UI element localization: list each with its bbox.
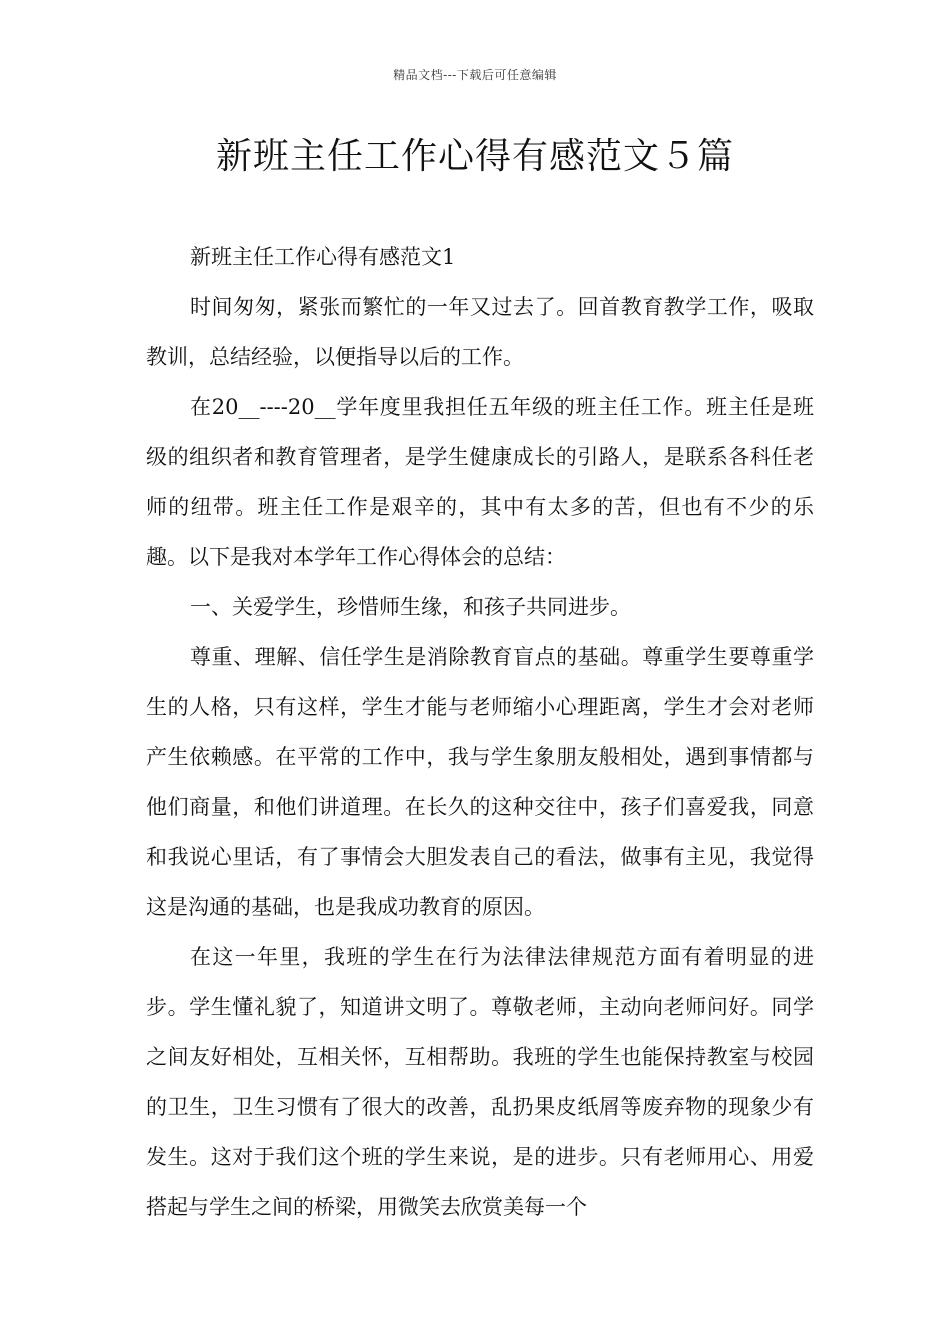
paragraph: 时间匆匆，紧张而繁忙的一年又过去了。回首教育教学工作，吸取教训，总结经验，以便指导以后的工作。 xyxy=(146,295,814,369)
subsection-heading: 一、关爱学生，珍惜师生缘，和孩子共同进步。 xyxy=(190,595,631,619)
page-header: 精品文档---下载后可任意编辑 xyxy=(393,68,557,82)
document-title: 新班主任工作心得有感范文５篇 xyxy=(215,136,734,177)
document-body xyxy=(146,232,814,1232)
paragraph: 在20__----20__学年度里我担任五年级的班主任工作。班主任是班级的组织者和教育管理者，是学生健康成长的引路人，是联系各科任老师的纽带。班主任工作是艰辛的，其中有太多的苦，但也有不少的乐趣。以下是我对本学年工作心得体会的总结： xyxy=(146,395,814,569)
paragraph: 尊重、理解、信任学生是消除教育盲点的基础。尊重学生要尊重学生的人格，只有这样，学生才能与老师缩小心理距离，学生才会对老师产生依赖感。在平常的工作中，我与学生象朋友般相处，遇到事情都与他们商量，和他们讲道理。在长久的这种交往中，孩子们喜爱我，同意和我说心里话，有了事情会大胆发表自己的看法，做事有主见，我觉得这是沟通的基础，也是我成功教育的原因。 xyxy=(146,645,814,919)
section-heading: 新班主任工作心得有感范文1 xyxy=(190,245,456,269)
paragraph: 在这一年里，我班的学生在行为法律法律规范方面有着明显的进步。学生懂礼貌了，知道讲文明了。尊敬老师，主动向老师问好。同学之间友好相处，互相关怀，互相帮助。我班的学生也能保持教室与校园的卫生，卫生习惯有了很大的改善，乱扔果皮纸屑等废弃物的现象少有发生。这对于我们这个班的学生来说，是的进步。只有老师用心、用爱搭起与学生之间的桥梁，用微笑去欣赏美每一个 xyxy=(146,945,814,1219)
